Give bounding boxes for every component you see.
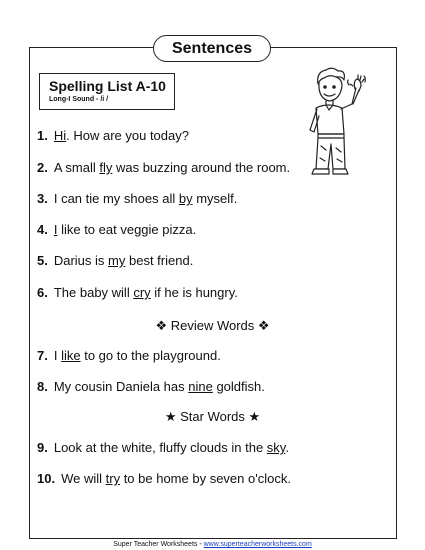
sentence-text: .	[285, 440, 289, 455]
footer	[0, 541, 425, 549]
sentence-3	[37, 191, 237, 207]
spelling-word: cry	[133, 285, 151, 300]
sentence-text: We will	[61, 471, 106, 486]
footer-website-link[interactable]: www.superteacherworksheets.com	[203, 541, 312, 548]
sentence-number: 5.	[37, 253, 48, 268]
sentence-number: 9.	[37, 440, 48, 455]
sentence-number: 1.	[37, 128, 48, 143]
star-words-heading: ★ Star Words ★	[164, 409, 261, 424]
sentence-text: Look at the white, fluffy clouds in the	[53, 440, 267, 455]
spelling-list-subtitle: Long-I Sound - /i /	[49, 96, 109, 103]
sentence-6	[37, 285, 238, 301]
review-words-heading: ❖ Review Words ❖	[155, 318, 270, 333]
sentence-text: I can tie my shoes all	[53, 191, 179, 206]
sentence-text: A small	[53, 160, 100, 175]
waving-boy-illustration	[298, 64, 368, 179]
sentence-10	[37, 471, 291, 487]
sentence-text: Darius is	[53, 253, 109, 268]
sentence-4	[37, 222, 196, 238]
sentence-text: I	[53, 348, 62, 363]
sentence-number: 8.	[37, 379, 48, 394]
sentence-text: . How are you today?	[66, 128, 189, 143]
sentence-9	[37, 440, 289, 456]
sentence-text: myself.	[192, 191, 238, 206]
sentence-7	[37, 348, 221, 364]
spelling-word: Hi	[53, 128, 67, 143]
spelling-word: my	[108, 253, 126, 268]
sentence-number: 2.	[37, 160, 48, 175]
spelling-word: sky	[266, 440, 286, 455]
spelling-word: try	[105, 471, 121, 486]
sentence-text: best friend.	[125, 253, 194, 268]
spelling-word: I	[53, 222, 58, 237]
sentence-text: My cousin Daniela has	[53, 379, 189, 394]
worksheet-title: Sentences	[153, 35, 271, 62]
sentence-5	[37, 253, 193, 269]
spelling-word: like	[61, 348, 81, 363]
sentence-text: to be home by seven o'clock.	[120, 471, 291, 486]
sentence-number: 3.	[37, 191, 48, 206]
sentence-number: 7.	[37, 348, 48, 363]
sentence-text: if he is hungry.	[150, 285, 238, 300]
sentence-text: The baby will	[53, 285, 134, 300]
sentence-text: goldfish.	[212, 379, 265, 394]
spelling-word: by	[178, 191, 193, 206]
spelling-word: fly	[99, 160, 113, 175]
spelling-word: nine	[188, 379, 213, 394]
footer-text: Super Teacher Worksheets -	[113, 541, 204, 548]
sentence-text: was buzzing around the room.	[112, 160, 291, 175]
sentence-8	[37, 379, 265, 395]
sentence-text: like to eat veggie pizza.	[57, 222, 197, 237]
sentence-2	[37, 160, 290, 176]
sentence-1	[37, 128, 189, 144]
spelling-list-title: Spelling List A-10	[49, 78, 166, 94]
sentence-number: 10.	[37, 471, 56, 486]
sentence-number: 6.	[37, 285, 48, 300]
spelling-list-box	[39, 73, 175, 110]
sentence-number: 4.	[37, 222, 48, 237]
sentence-text: to go to the playground.	[80, 348, 221, 363]
